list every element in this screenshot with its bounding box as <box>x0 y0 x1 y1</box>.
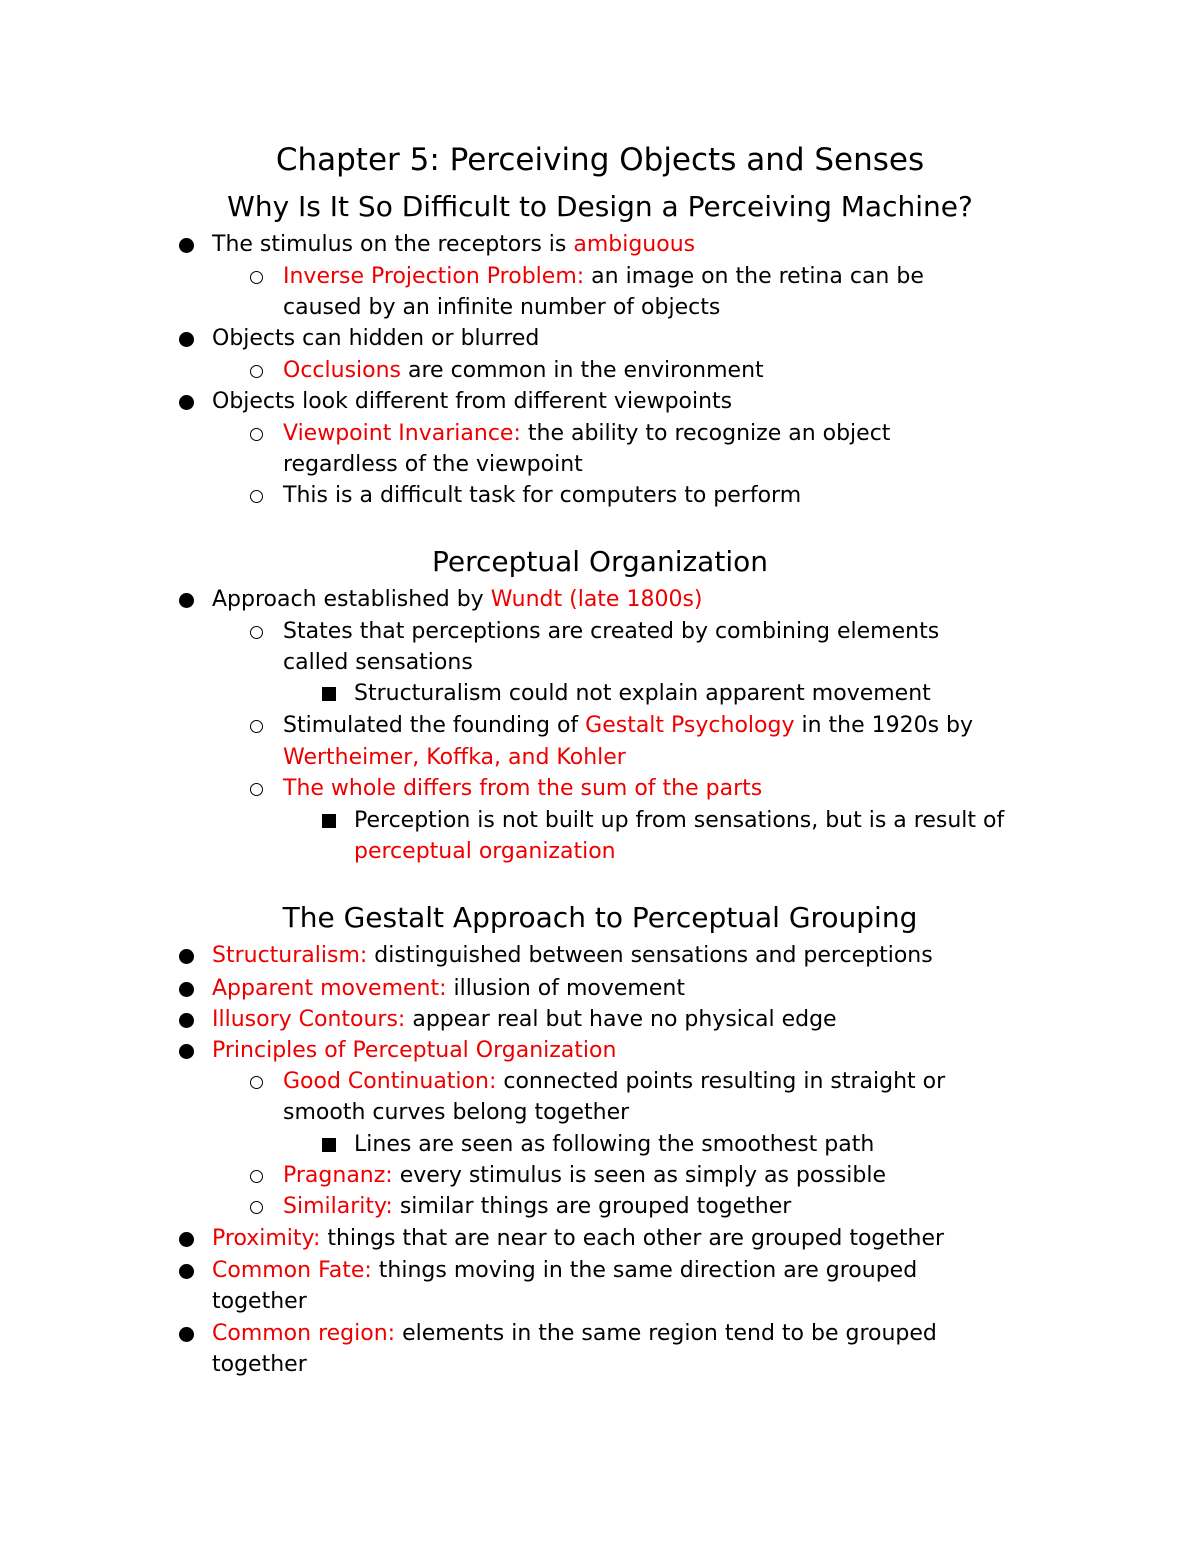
square-bullet-icon <box>322 1138 336 1152</box>
item-text: similar things are grouped together <box>392 1194 792 1219</box>
item-text: are common in the environment <box>401 358 764 383</box>
item-text: appear real but have no physical edge <box>405 1007 837 1032</box>
section-heading-perceptual-organization: Perceptual Organization <box>432 545 768 578</box>
list-item: Structuralism could not explain apparent movement <box>354 681 931 706</box>
key-term: Inverse Projection Problem: <box>283 264 585 289</box>
item-text: things moving in the same direction are grouped <box>371 1258 918 1283</box>
key-term: Proximity: <box>212 1226 321 1251</box>
list-item <box>283 710 973 741</box>
list-item: Lines are seen as following the smoothest path <box>354 1132 875 1157</box>
filled-circle-bullet-icon <box>179 332 194 347</box>
list-item: States that perceptions are created by combining elements <box>283 619 940 644</box>
hollow-circle-bullet-icon <box>250 271 263 284</box>
list-item: Objects can hidden or blurred <box>212 326 540 351</box>
list-item <box>212 1004 837 1035</box>
list-item: Perception is not built up from sensations, but is a result of <box>354 808 1005 833</box>
key-term: Common Fate: <box>212 1258 372 1283</box>
hollow-circle-bullet-icon <box>250 428 263 441</box>
item-text: elements in the same region tend to be grouped <box>395 1321 937 1346</box>
hollow-circle-bullet-icon <box>250 365 263 378</box>
list-item <box>283 355 764 386</box>
key-term: Occlusions <box>283 358 402 383</box>
filled-circle-bullet-icon <box>179 949 194 964</box>
hollow-circle-bullet-icon <box>250 720 263 733</box>
list-item <box>283 261 924 292</box>
list-item-continuation: perceptual organization <box>354 839 616 864</box>
key-term: Gestalt Psychology <box>585 713 795 738</box>
list-item: Principles of Perceptual Organization <box>212 1038 617 1063</box>
hollow-circle-bullet-icon <box>250 626 263 639</box>
key-term: Similarity: <box>283 1194 393 1219</box>
filled-circle-bullet-icon <box>179 1327 194 1342</box>
item-text: in the 1920s by <box>794 713 974 738</box>
key-term: Pragnanz: <box>283 1163 393 1188</box>
filled-circle-bullet-icon <box>179 1264 194 1279</box>
key-term: ambiguous <box>573 232 696 257</box>
hollow-circle-bullet-icon <box>250 1076 263 1089</box>
filled-circle-bullet-icon <box>179 593 194 608</box>
list-item: This is a difficult task for computers to perform <box>283 483 802 508</box>
list-item <box>283 1066 945 1097</box>
list-item <box>283 1191 791 1222</box>
item-text: The stimulus on the receptors is <box>212 232 574 257</box>
filled-circle-bullet-icon <box>179 1013 194 1028</box>
list-item: Objects look different from different viewpoints <box>212 389 733 414</box>
list-item-continuation: together <box>212 1289 307 1314</box>
list-item-continuation: called sensations <box>283 650 473 675</box>
page-title: Chapter 5: Perceiving Objects and Senses <box>275 142 925 178</box>
key-term: Illusory Contours: <box>212 1007 406 1032</box>
item-text: Stimulated the founding of <box>283 713 586 738</box>
item-text: connected points resulting in straight or <box>496 1069 946 1094</box>
list-item-continuation: Wertheimer, Koffka, and Kohler <box>283 745 626 770</box>
list-item <box>212 584 703 615</box>
item-text: Approach established by <box>212 587 491 612</box>
key-term: Apparent movement: <box>212 976 447 1001</box>
item-text: illusion of movement <box>446 976 685 1001</box>
list-item <box>212 1318 937 1349</box>
key-term: Viewpoint Invariance: <box>283 421 521 446</box>
item-text: every stimulus is seen as simply as possible <box>392 1163 887 1188</box>
hollow-circle-bullet-icon <box>250 1170 263 1183</box>
item-text: distinguished between sensations and perceptions <box>367 943 933 968</box>
list-item <box>283 1160 886 1191</box>
list-item-continuation: together <box>212 1352 307 1377</box>
item-text: an image on the retina can be <box>584 264 924 289</box>
list-item <box>283 418 890 449</box>
key-term: Good Continuation: <box>283 1069 497 1094</box>
key-term: Wundt (late 1800s) <box>490 587 703 612</box>
list-item-continuation: smooth curves belong together <box>283 1100 630 1125</box>
filled-circle-bullet-icon <box>179 238 194 253</box>
section-heading-gestalt-grouping: The Gestalt Approach to Perceptual Grouping <box>282 901 918 934</box>
filled-circle-bullet-icon <box>179 395 194 410</box>
filled-circle-bullet-icon <box>179 982 194 997</box>
hollow-circle-bullet-icon <box>250 783 263 796</box>
hollow-circle-bullet-icon <box>250 1201 263 1214</box>
list-item-continuation: regardless of the viewpoint <box>283 452 583 477</box>
hollow-circle-bullet-icon <box>250 490 263 503</box>
list-item <box>212 1223 944 1254</box>
filled-circle-bullet-icon <box>179 1044 194 1059</box>
list-item <box>212 1255 917 1286</box>
list-item <box>212 973 685 1004</box>
key-term: Structuralism: <box>212 943 368 968</box>
square-bullet-icon <box>322 814 336 828</box>
item-text: the ability to recognize an object <box>520 421 891 446</box>
list-item <box>212 940 933 971</box>
key-term: Common region: <box>212 1321 396 1346</box>
list-item-continuation: caused by an infinite number of objects <box>283 295 721 320</box>
list-item: The whole differs from the sum of the parts <box>283 776 763 801</box>
item-text: things that are near to each other are grouped together <box>320 1226 945 1251</box>
section-heading-perceiving-machine: Why Is It So Difficult to Design a Perceiving Machine? <box>227 190 973 223</box>
square-bullet-icon <box>322 687 336 701</box>
list-item <box>212 229 695 260</box>
filled-circle-bullet-icon <box>179 1232 194 1247</box>
